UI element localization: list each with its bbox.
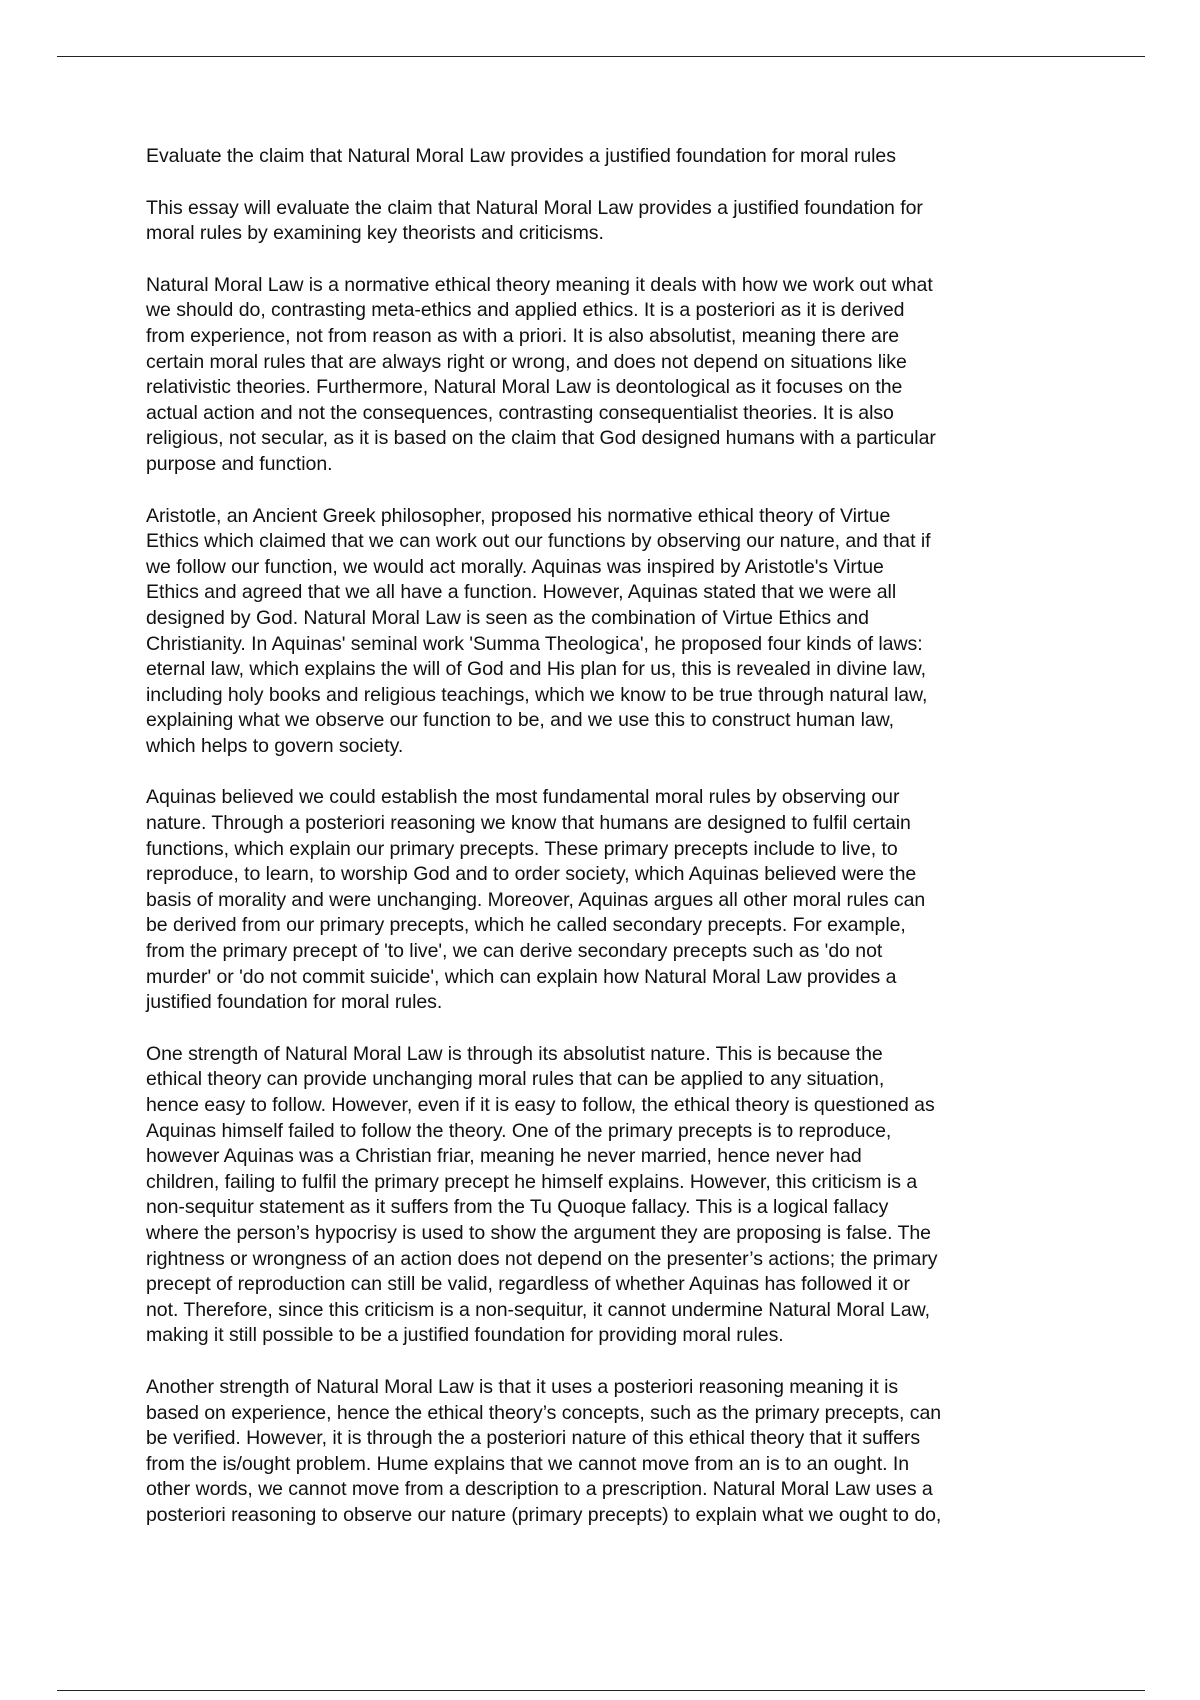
text-line: This essay will evaluate the claim that Natural Moral Law provides a justified foundation for <box>146 196 923 219</box>
text-line: explaining what we observe our function to be, and we use this to construct human law, <box>146 709 894 732</box>
footer-rule <box>57 1690 1145 1691</box>
text-line: moral rules by examining key theorists and criticisms. <box>146 222 604 245</box>
text-line: non-sequitur statement as it suffers from the Tu Quoque fallacy. This is a logical fallacy <box>146 1196 889 1219</box>
paragraph-aristotle <box>146 504 1076 760</box>
text-line: we follow our function, we would act morally. Aquinas was inspired by Aristotle's Virtue <box>146 555 884 578</box>
text-line: other words, we cannot move from a description to a prescription. Natural Moral Law uses a <box>146 1478 933 1501</box>
text-line: eternal law, which explains the will of God and His plan for us, this is revealed in divine law, <box>146 658 926 681</box>
document-body <box>146 144 1076 1555</box>
text-line: Aquinas himself failed to follow the theory. One of the primary precepts is to reproduce, <box>146 1119 892 1142</box>
paragraph-intro <box>146 196 1076 247</box>
text-line: be verified. However, it is through the a posteriori nature of this ethical theory that it suffers <box>146 1427 921 1450</box>
text-line: which helps to govern society. <box>146 734 404 757</box>
text-line: from the primary precept of 'to live', we can derive secondary precepts such as 'do not <box>146 940 883 963</box>
text-line: functions, which explain our primary precepts. These primary precepts include to live, to <box>146 837 898 860</box>
text-line: religious, not secular, as it is based on the claim that God designed humans with a particular <box>146 427 936 450</box>
text-line: Christianity. In Aquinas' seminal work 'Summa Theologica', he proposed four kinds of laws: <box>146 632 923 655</box>
text-line: posteriori reasoning to observe our nature (primary precepts) to explain what we ought to do, <box>146 1503 942 1526</box>
text-line: purpose and function. <box>146 452 333 475</box>
text-line: Ethics which claimed that we can work out our functions by observing our nature, and that if <box>146 530 931 553</box>
text-line: certain moral rules that are always right or wrong, and does not depend on situations like <box>146 350 907 373</box>
text-line: designed by God. Natural Moral Law is seen as the combination of Virtue Ethics and <box>146 606 869 629</box>
text-line: based on experience, hence the ethical theory’s concepts, such as the primary precepts, can <box>146 1401 942 1424</box>
text-line: precept of reproduction can still be valid, regardless of whether Aquinas has followed it or <box>146 1273 910 1296</box>
text-line: nature. Through a posteriori reasoning we know that humans are designed to fulfil certain <box>146 812 911 835</box>
paragraph-primary-precepts <box>146 785 1076 1015</box>
text-line: reproduce, to learn, to worship God and to order society, which Aquinas believed were the <box>146 863 917 886</box>
essay-title: Evaluate the claim that Natural Moral Law provides a justified foundation for moral rules <box>146 145 896 167</box>
text-line: we should do, contrasting meta-ethics and applied ethics. It is a posteriori as it is derived <box>146 299 905 322</box>
paragraph-a-posteriori-strength <box>146 1375 1076 1529</box>
text-line: basis of morality and were unchanging. Moreover, Aquinas argues all other moral rules can <box>146 888 926 911</box>
text-line: hence easy to follow. However, even if it is easy to follow, the ethical theory is questioned as <box>146 1094 935 1116</box>
text-line: where the person’s hypocrisy is used to show the argument they are proposing is false. The <box>146 1221 931 1244</box>
paragraph-definition <box>146 273 1076 478</box>
text-line: Aquinas believed we could establish the most fundamental moral rules by observing our <box>146 786 900 809</box>
text-line: Ethics and agreed that we all have a function. However, Aquinas stated that we were all <box>146 581 897 604</box>
text-line: children, failing to fulfil the primary precept he himself explains. However, this criticism is a <box>146 1170 918 1193</box>
text-line: Another strength of Natural Moral Law is that it uses a posteriori reasoning meaning it is <box>146 1375 899 1398</box>
text-line: murder' or 'do not commit suicide', which can explain how Natural Moral Law provides a <box>146 965 897 988</box>
text-line: actual action and not the consequences, contrasting consequentialist theories. It is also <box>146 401 894 424</box>
text-line: however Aquinas was a Christian friar, meaning he never married, hence never had <box>146 1145 862 1168</box>
text-line: One strength of Natural Moral Law is through its absolutist nature. This is because the <box>146 1042 883 1065</box>
paragraph-absolutist-strength <box>146 1042 1076 1349</box>
text-line: justified foundation for moral rules. <box>146 991 443 1014</box>
text-line: Natural Moral Law is a normative ethical theory meaning it deals with how we work out what <box>146 273 933 296</box>
text-line: from the is/ought problem. Hume explains that we cannot move from an is to an ought. In <box>146 1452 910 1475</box>
text-line: Aristotle, an Ancient Greek philosopher, proposed his normative ethical theory of Virtue <box>146 504 891 527</box>
text-line: including holy books and religious teachings, which we know to be true through natural law, <box>146 683 928 706</box>
header-rule <box>57 56 1145 57</box>
text-line: ethical theory can provide unchanging moral rules that can be applied to any situation, <box>146 1068 885 1091</box>
text-line: be derived from our primary precepts, which he called secondary precepts. For example, <box>146 914 906 937</box>
text-line: rightness or wrongness of an action does not depend on the presenter’s actions; the primary <box>146 1247 938 1270</box>
text-line: from experience, not from reason as with a priori. It is also absolutist, meaning there are <box>146 324 900 347</box>
text-line: relativistic theories. Furthermore, Natural Moral Law is deontological as it focuses on the <box>146 376 903 399</box>
text-line: not. Therefore, since this criticism is a non-sequitur, it cannot undermine Natural Moral Law, <box>146 1298 930 1321</box>
text-line: making it still possible to be a justified foundation for providing moral rules. <box>146 1324 784 1347</box>
